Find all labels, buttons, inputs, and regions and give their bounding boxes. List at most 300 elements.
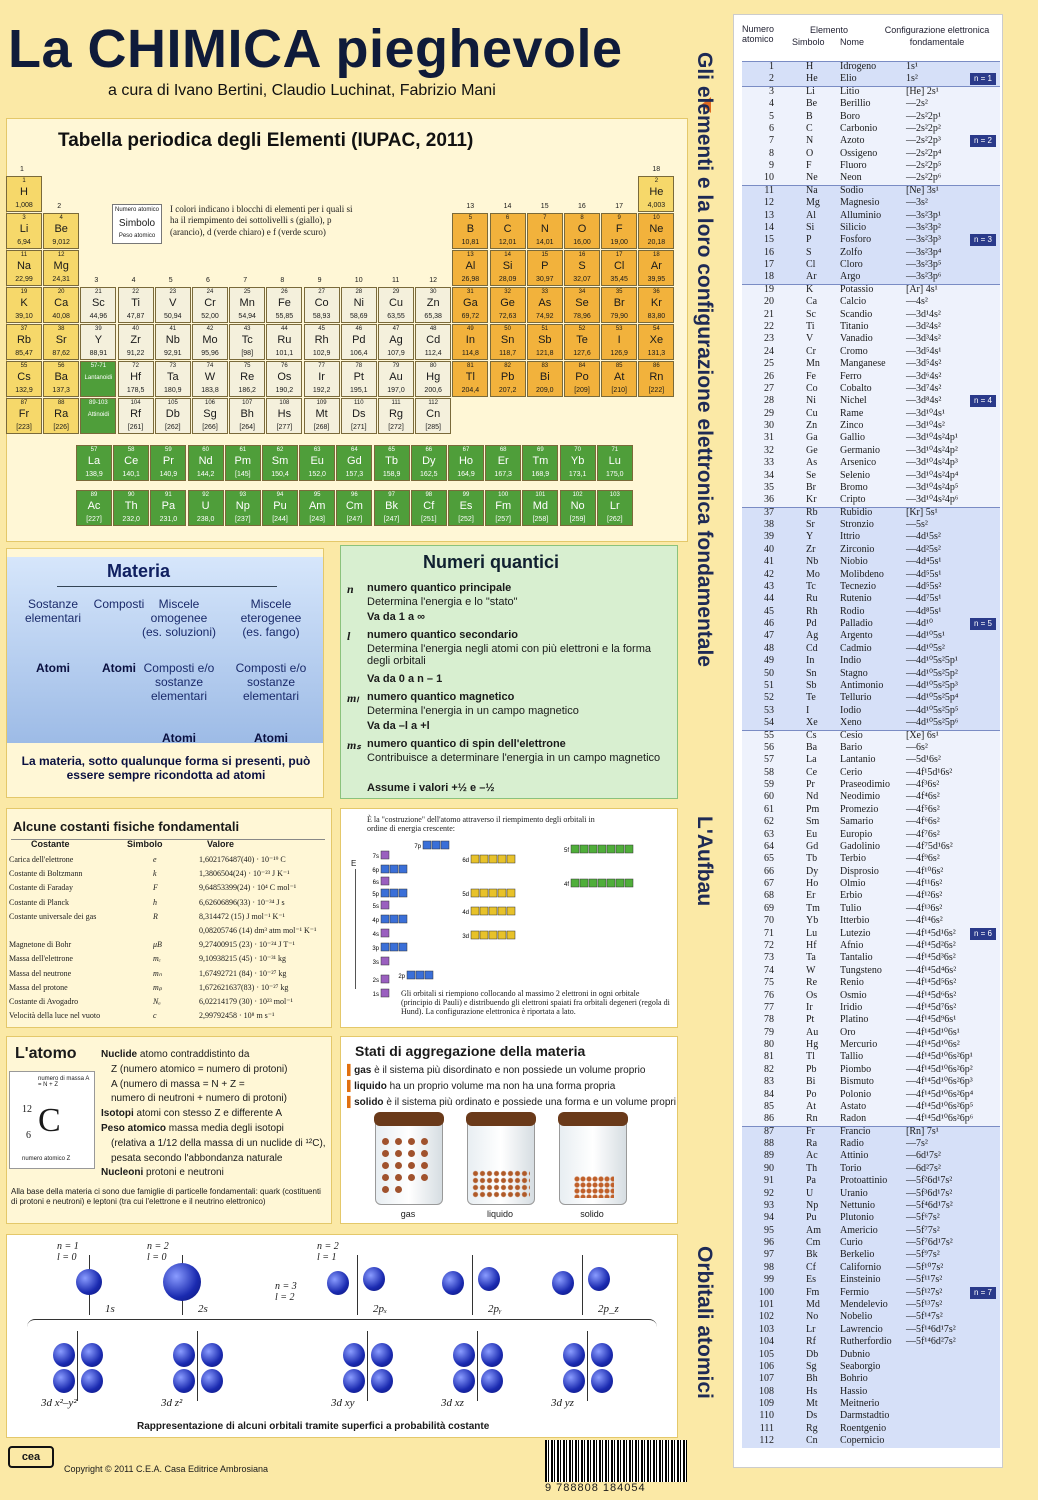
config-name: Iridio (840, 1001, 863, 1013)
nuclide-notation-box (9, 1071, 95, 1169)
config-row (734, 271, 1002, 283)
period-label: n = 3 (970, 234, 996, 246)
element-symbol: F (615, 223, 623, 235)
config-number: 20 (764, 296, 774, 308)
config-value: —3d¹⁰4s²4p⁵ (906, 481, 959, 493)
config-value: —4f⁶6s² (906, 816, 940, 828)
period-label: n = 5 (970, 618, 996, 630)
element-number: 35 (615, 289, 623, 295)
config-name: Argo (840, 271, 861, 283)
config-symbol: Rn (806, 1113, 818, 1125)
config-row (734, 1212, 1002, 1224)
header-elemento: Elemento (810, 25, 849, 35)
config-symbol: Ho (806, 878, 819, 890)
config-symbol: W (806, 964, 816, 976)
config-symbol: Bi (806, 1076, 816, 1088)
config-row (734, 630, 1002, 642)
config-name: Protoattinio (840, 1175, 888, 1187)
element-cell (638, 176, 674, 212)
config-row (734, 1398, 1002, 1410)
atom-footer: Alla base della materia ci sono due famiglie di particelle fondamentali: quark (costituenti di protoni e neutroni) e leptoni (tra cui l'elettrone e il neutrino elettronico) (11, 1187, 321, 1206)
orbital-box (580, 879, 588, 887)
config-number: 34 (764, 469, 774, 481)
element-mass: 140,1 (122, 471, 140, 478)
element-cell (188, 490, 224, 526)
quantum-desc: Determina l'energia e lo "stato" (367, 596, 518, 608)
orbital-box (416, 971, 424, 979)
config-number: 12 (764, 197, 774, 209)
orbital-box (507, 907, 515, 915)
config-number: 106 (759, 1360, 774, 1372)
orbital-level-label: 6d (462, 858, 469, 864)
config-symbol: Fr (806, 1125, 815, 1137)
element-mass: 158,9 (382, 471, 401, 478)
constants-header: Simbolo (127, 839, 163, 849)
element-mass: [261] (127, 424, 144, 431)
element-cell (43, 324, 79, 360)
element-mass: 44,96 (89, 313, 108, 320)
config-number: 41 (764, 556, 774, 568)
orbital-d-lobe (481, 1369, 503, 1393)
config-row (734, 135, 1002, 147)
element-mass: 47,87 (126, 313, 145, 320)
orbital-level-label: 7s (372, 854, 379, 860)
element-number: 27 (318, 289, 325, 295)
config-number: 91 (764, 1175, 774, 1187)
config-row (734, 569, 1002, 581)
quantum-symbol: mₛ (347, 738, 361, 752)
config-name: Radio (840, 1138, 864, 1150)
config-number: 66 (764, 865, 774, 877)
config-value: —4d⁴5s¹ (906, 556, 942, 568)
config-value: —3d¹⁰4s²4p³ (906, 457, 958, 469)
config-row (734, 247, 1002, 259)
element-mass: 140,9 (159, 471, 178, 478)
orbital-d-lobe (591, 1369, 613, 1393)
element-symbol: La (87, 455, 101, 467)
element-cell (341, 398, 377, 434)
element-symbol: C (503, 223, 512, 235)
config-name: Tantalio (840, 952, 873, 964)
config-number: 26 (764, 370, 774, 382)
element-symbol: Ra (54, 408, 69, 420)
gas-particle (382, 1162, 389, 1169)
materia-atoms: Atomi (162, 731, 196, 745)
element-mass: 24,31 (52, 276, 70, 283)
element-mass: 157,3 (345, 471, 364, 478)
config-number: 60 (764, 791, 774, 803)
config-name: Berkelio (840, 1249, 875, 1261)
element-symbol: I (617, 334, 621, 346)
element-cell (150, 490, 186, 526)
element-symbol: Sb (538, 334, 552, 346)
config-row (734, 98, 1002, 110)
element-mass: 54,94 (238, 313, 256, 320)
quantum-desc: Determina l'energia in un campo magnetico (367, 705, 579, 717)
config-value: —3s²3p² (906, 221, 941, 233)
element-number: 40 (132, 326, 139, 332)
orbital-box (507, 855, 515, 863)
config-symbol: Pu (806, 1212, 817, 1224)
config-row (734, 457, 1002, 469)
config-symbol: Mn (806, 358, 820, 370)
group-number: 16 (578, 203, 586, 210)
config-name: Lantanio (840, 754, 876, 766)
config-number: 36 (764, 494, 774, 506)
axis-line (587, 1331, 588, 1401)
config-number: 5 (769, 110, 774, 122)
element-symbol: Ba (54, 371, 68, 383)
orbital-name: 2p_z (598, 1303, 619, 1315)
element-number: 28 (355, 289, 363, 295)
config-name: Ossigeno (840, 147, 878, 159)
config-name: Gadolinio (840, 840, 880, 852)
element-symbol: Pr (162, 455, 174, 467)
materia-connector (57, 586, 277, 587)
config-value: —5f¹²7s² (906, 1286, 943, 1298)
element-cell (374, 445, 410, 481)
element-mass: 63,55 (387, 313, 405, 320)
element-symbol: S (578, 260, 586, 272)
element-mass: 167,3 (494, 471, 512, 478)
config-name: Lawrencio (840, 1323, 883, 1335)
config-number: 43 (764, 580, 774, 592)
element-mass: 78,96 (573, 313, 591, 320)
element-cell (6, 361, 42, 397)
element-number: 1 (22, 178, 26, 184)
config-name: Lutezio (840, 927, 871, 939)
constant-name: Costante di Avogadro (9, 997, 79, 1006)
config-number: 56 (764, 741, 774, 753)
element-number: 33 (541, 289, 549, 295)
config-symbol: Bh (806, 1373, 818, 1385)
orbital-d-lobe (53, 1343, 75, 1367)
materia-component: Composti e/o sostanze elementari (235, 661, 307, 703)
gas-particle (408, 1138, 415, 1145)
config-symbol: Ru (806, 593, 818, 605)
orbital-box (407, 971, 415, 979)
config-symbol: Hf (806, 939, 817, 951)
config-number: 81 (764, 1051, 774, 1063)
element-number: 54 (653, 326, 660, 332)
config-number: 100 (759, 1286, 774, 1298)
config-row (734, 482, 1002, 494)
element-mass: 6,94 (17, 239, 31, 246)
config-number: 109 (759, 1398, 774, 1410)
element-cell (192, 287, 228, 323)
jar-lid (374, 1112, 444, 1126)
element-number: 13 (467, 252, 474, 258)
element-number: 16 (578, 252, 586, 258)
config-row (734, 234, 1002, 246)
quantum-name: numero quantico magnetico (367, 691, 515, 703)
axis-line (197, 1331, 198, 1401)
actinoid-range: 89-103 (89, 400, 108, 406)
config-number: 29 (764, 407, 774, 419)
config-symbol: He (806, 73, 818, 85)
element-mass: 112,4 (424, 350, 442, 357)
element-mass: 195,1 (350, 387, 368, 394)
orbital-box (498, 931, 506, 939)
quantum-name: numero quantico secondario (367, 629, 518, 641)
element-mass: 20,18 (647, 239, 666, 246)
config-number: 14 (764, 221, 774, 233)
config-name: Azoto (840, 135, 865, 147)
element-number: 112 (428, 400, 438, 406)
periodic-table-title: Tabella periodica degli Elementi (IUPAC, 2011) (58, 130, 474, 151)
element-mass: 12,01 (498, 239, 517, 246)
config-symbol: O (806, 147, 814, 159)
element-number: 63 (313, 447, 321, 453)
element-number: 102 (572, 492, 583, 498)
element-number: 43 (243, 326, 251, 332)
config-row (734, 408, 1002, 420)
element-mass: 26,98 (461, 276, 480, 283)
config-name: Promezio (840, 803, 879, 815)
orbital-box (480, 889, 488, 897)
element-symbol: Sm (271, 455, 289, 467)
config-symbol: As (806, 457, 818, 469)
element-number: 26 (281, 289, 288, 295)
config-row (734, 1274, 1002, 1286)
config-value: —3d¹4s² (906, 308, 941, 320)
config-row (734, 1299, 1002, 1311)
materia-category: Miscele omogenee (es. soluzioni) (141, 597, 217, 639)
element-number: 89 (90, 492, 98, 498)
config-number: 47 (764, 630, 774, 642)
element-number: 29 (392, 289, 400, 295)
element-mass: 207,2 (498, 387, 517, 394)
element-number: 109 (316, 400, 327, 406)
config-name: Radon (840, 1113, 867, 1125)
element-cell (601, 213, 637, 249)
config-value: —3d¹⁰4s²4p⁶ (906, 494, 959, 506)
mass-number: 12 (22, 1104, 32, 1115)
orbital-d-lobe (173, 1369, 195, 1393)
config-value: —4f⁹6s² (906, 853, 940, 865)
orbital-box (432, 841, 440, 849)
element-number: 7 (543, 215, 547, 221)
config-symbol: Cd (806, 642, 818, 654)
config-name: Sodio (840, 184, 864, 196)
element-mass: 106,4 (350, 350, 368, 357)
config-row (734, 1051, 1002, 1063)
lanthanoid-placeholder (80, 361, 116, 397)
config-name: Renio (840, 977, 864, 989)
config-symbol: Db (806, 1348, 819, 1360)
element-mass: 32,07 (573, 276, 591, 283)
aufbau-energy-label: E (351, 859, 357, 868)
constant-value: 6,62606896(33) · 10⁻³⁴ J s (199, 897, 285, 907)
element-cell (638, 287, 674, 323)
element-number: 57 (90, 447, 98, 453)
element-mass: 1,008 (15, 202, 33, 209)
orbital-box (625, 845, 633, 853)
config-symbol: In (806, 655, 815, 667)
config-name: Berillio (840, 98, 871, 110)
config-number: 92 (764, 1187, 774, 1199)
config-name: Carbonio (840, 122, 878, 134)
element-cell (638, 361, 674, 397)
state-desc: ha un proprio volume ma non ha una forma propria (386, 1081, 616, 1092)
orbital-box (381, 851, 389, 859)
element-mass: [243] (309, 516, 325, 523)
config-value: —2s²2p⁵ (906, 160, 942, 172)
element-symbol: Zn (426, 297, 440, 309)
element-symbol: Pa (161, 500, 176, 512)
config-symbol: Nb (806, 556, 819, 568)
orbital-box (607, 879, 615, 887)
constant-value: 9,10938215 (45) · 10⁻³¹ kg (199, 954, 287, 964)
element-mass: 14,01 (536, 239, 554, 246)
element-symbol: In (465, 334, 475, 346)
element-cell (411, 445, 447, 481)
config-symbol: Kr (806, 494, 817, 506)
config-row (734, 730, 1002, 742)
config-number: 76 (764, 989, 774, 1001)
config-number: 48 (764, 642, 774, 654)
config-number: 72 (764, 939, 774, 951)
constant-symbol: k (153, 869, 157, 879)
element-number: 66 (425, 447, 433, 453)
element-mass: [264] (239, 424, 255, 431)
config-value: —4f¹³6s² (906, 902, 943, 914)
element-number: 18 (653, 252, 660, 258)
config-number: 39 (764, 531, 774, 543)
config-number: 77 (764, 1001, 774, 1013)
orbital-level-label: 1s (372, 992, 379, 998)
element-cell (601, 250, 637, 286)
element-cell (76, 490, 112, 526)
element-symbol: Cl (613, 260, 625, 272)
config-name: Einsteinio (840, 1274, 881, 1286)
orbital-name: 2pᵧ (488, 1303, 502, 1315)
config-row (734, 556, 1002, 568)
config-symbol: Ne (806, 172, 818, 184)
config-value: —4f⁵6s² (906, 803, 940, 815)
element-mass: [227] (86, 516, 102, 523)
config-row (734, 531, 1002, 543)
element-cell (118, 398, 154, 434)
orbital-p-lobe (442, 1271, 464, 1295)
config-symbol: Y (806, 531, 814, 543)
config-value: —4d¹⁰5s²5p⁴ (906, 692, 959, 704)
config-row (734, 432, 1002, 444)
config-number: 58 (764, 766, 774, 778)
orbitals-side-title: Orbitali atomici (693, 1246, 716, 1399)
element-symbol: Cd (426, 334, 441, 346)
config-symbol: Ar (806, 271, 817, 283)
config-number: 95 (764, 1224, 774, 1236)
element-symbol: Pb (500, 371, 515, 383)
element-symbol: Hs (277, 408, 292, 420)
element-cell (229, 398, 265, 434)
config-name: Neodimio (840, 791, 880, 803)
config-value: —3d⁸4s² (906, 395, 942, 407)
config-row (734, 160, 1002, 172)
group-number: 1 (20, 166, 24, 173)
config-symbol: V (806, 333, 814, 345)
element-mass: 69,72 (461, 313, 480, 320)
config-number: 17 (764, 259, 774, 271)
config-name: Disprosio (840, 865, 879, 877)
config-symbol: Tc (806, 580, 816, 592)
element-number: 53 (615, 326, 623, 332)
element-symbol: Te (576, 334, 588, 346)
element-number: 3 (22, 215, 26, 221)
config-value: —2s²2p¹ (906, 110, 941, 122)
element-cell (6, 287, 42, 323)
config-symbol: La (806, 754, 817, 766)
element-symbol: Ds (352, 408, 366, 420)
config-value: —5f⁶7s² (906, 1212, 940, 1224)
element-symbol: Db (165, 408, 180, 420)
config-row (734, 1349, 1002, 1361)
element-symbol: Cf (423, 500, 435, 512)
config-row (734, 915, 1002, 927)
orbital-box (480, 855, 488, 863)
header-config: Configurazione elettronica fondamentale (884, 25, 990, 47)
config-number: 102 (759, 1311, 774, 1323)
config-name: Silicio (840, 221, 867, 233)
config-symbol: Rf (806, 1336, 816, 1348)
gas-particle (395, 1138, 402, 1145)
config-number: 67 (764, 878, 774, 890)
quantum-label-d: n = 3 l = 2 (275, 1281, 297, 1303)
actinoid-label: Attinoidi (87, 412, 110, 418)
element-mass: [98] (241, 350, 254, 357)
element-cell (411, 490, 447, 526)
config-value: —5d¹6s² (906, 754, 941, 766)
element-symbol: C (38, 1102, 61, 1139)
config-symbol: Al (806, 209, 816, 221)
liquid-particles (472, 1170, 530, 1198)
config-name: Stagno (840, 667, 868, 679)
config-value: —5s² (906, 519, 928, 531)
config-table-header (734, 15, 1002, 59)
config-row (734, 717, 1002, 729)
config-name: Nobelio (840, 1311, 873, 1323)
constant-symbol: μB (153, 940, 162, 950)
materia-category: Sostanze elementari (24, 597, 82, 625)
atom-definition-text: atomo contraddistinto da (137, 1049, 250, 1060)
config-row (734, 1237, 1002, 1249)
element-mass: 144,2 (196, 471, 215, 478)
config-symbol: Co (806, 382, 818, 394)
element-symbol: Hf (130, 371, 142, 383)
config-row (734, 507, 1002, 519)
config-row (734, 222, 1002, 234)
quantum-desc: Contribuisce a determinare l'energia in un campo magnetico (367, 752, 661, 764)
config-symbol: F (806, 160, 812, 172)
states-panel (340, 1036, 678, 1224)
element-cell (601, 361, 637, 397)
config-number: 104 (759, 1336, 774, 1348)
config-row (734, 111, 1002, 123)
element-mass: 55,85 (275, 313, 294, 320)
orbital-box (580, 845, 588, 853)
element-cell (522, 490, 558, 526)
constant-symbol: mₙ (153, 968, 162, 978)
config-value: —6d¹7s² (906, 1150, 941, 1162)
element-mass: 204,4 (461, 387, 480, 394)
config-symbol: Tm (806, 902, 820, 914)
config-row (734, 333, 1002, 345)
element-symbol: Be (54, 223, 68, 235)
element-cell (262, 490, 298, 526)
config-symbol: Au (806, 1026, 819, 1038)
state-name: gas (354, 1065, 372, 1076)
